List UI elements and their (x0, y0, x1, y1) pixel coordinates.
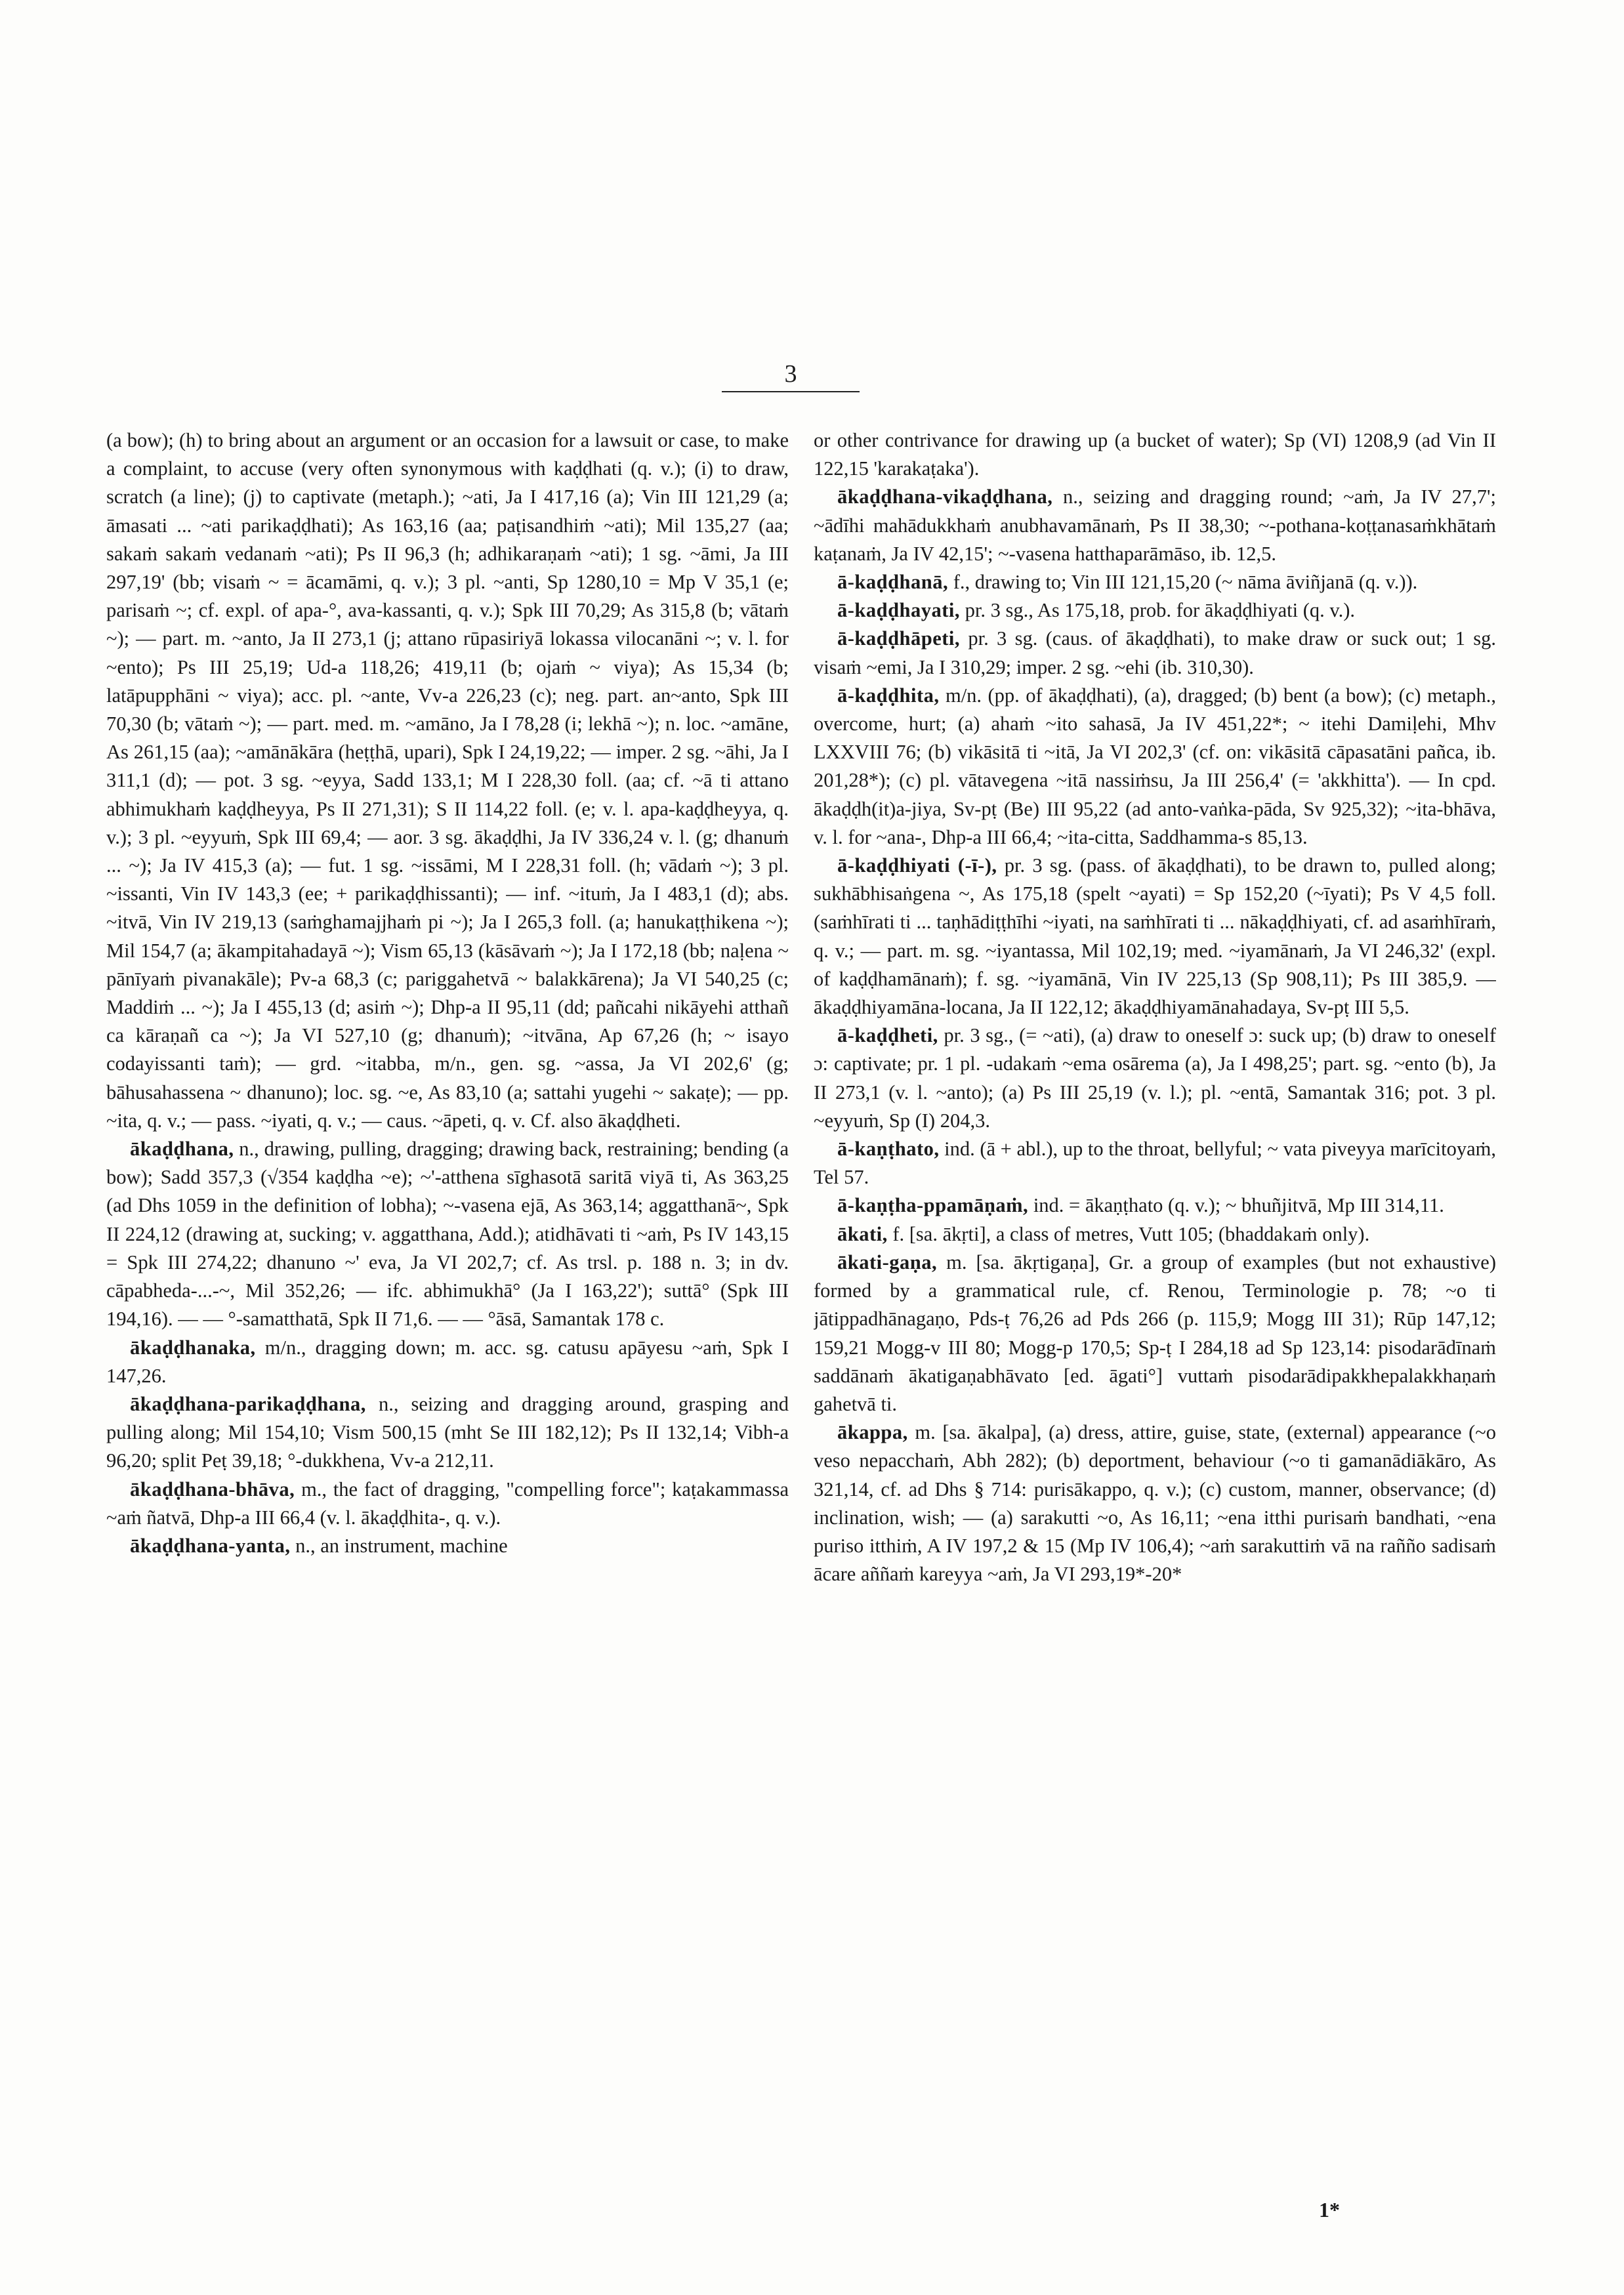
headword: ā-kaḍḍhiyati (-ī-), (837, 854, 997, 877)
entry-body: m/n. (pp. of ākaḍḍhati), (a), dragged; (b) bent (a bow); (c) metaph., overcome, hurt; (a) ahaṁ ~ito sahasā, Ja IV 451,22*; ~ itehi Damiḷehi, Mhv LXXVIII 76; (b) vikāsitā ti ~itā, Ja VI 202,3' (cf. on: vikāsitā cāpasatāni pañca, ib. 201,28*); (c) pl. vātavegena ~itā nassiṁsu, Ja III 256,4' (= 'akkhitta'). — In cpd. ākaḍḍh(it)a-jiya, Sv-pṭ (Be) III 95,22 (ad anto-vaṅka-pāda, Sv 925,32); ~ita-bhāva, v. l. for ~ana-, Dhp-a III 66,4; ~ita-citta, Saddhamma-s 85,13. (814, 684, 1496, 848)
left-column (106, 426, 789, 2198)
entry-body: ind. = ākaṇṭhato (q. v.); ~ bhuñjitvā, Mp III 314,11. (1033, 1194, 1444, 1217)
dictionary-entry (814, 1135, 1496, 1191)
dictionary-entry (106, 1135, 789, 1333)
headword: ā-kaḍḍheti, (837, 1024, 938, 1047)
entry-body: pr. 3 sg., As 175,18, prob. for ākaḍḍhiyati (q. v.). (965, 599, 1356, 622)
page-number: 3 (784, 360, 797, 388)
headword: ākaḍḍhana-bhāva, (130, 1478, 295, 1500)
headword: ākaḍḍhana-vikaḍḍhana, (837, 486, 1053, 508)
entry-body: pr. 3 sg. (caus. of ākaḍḍhati), to make draw or suck out; 1 sg. visaṁ ~emi, Ja I 310,29; imper. 2 sg. ~ehi (ib. 310,30). (814, 627, 1496, 678)
dictionary-entry (106, 426, 789, 1135)
right-column (814, 426, 1496, 2198)
entry-body: f. [sa. ākṛti], a class of metres, Vutt 105; (bhaddakaṁ only). (892, 1222, 1370, 1245)
entry-body: pr. 3 sg., (= ~ati), (a) draw to oneself ɔ: suck up; (b) draw to oneself ɔ: captivate; pr. 1 pl. -udakaṁ ~ema osārema (a), Ja I 498,25'; part. sg. ~ento (b), Ja II 273,1 (v. l. ~anto); (a) Ps III 25,19 (v. l.); pl. ~entā, Samantak 316; pot. 3 pl. ~eyyuṁ, Sp (I) 204,3. (814, 1024, 1496, 1132)
headword: ā-kaḍḍhita, (837, 684, 940, 707)
entry-body: m/n., dragging down; m. acc. sg. catusu apāyesu ~aṁ, Spk I 147,26. (106, 1336, 789, 1387)
dictionary-entry (814, 1249, 1496, 1418)
dictionary-entry (814, 483, 1496, 568)
entry-body: m. [sa. ākalpa], (a) dress, attire, guise, state, (external) appearance (~o veso nepacchaṁ, Abh 282); (b) deportment, behaviour (~o ti gamanādiākāro, As 321,14, cf. ad Dhs § 714: purisākappo, q. v.); (c) custom, manner, observance; (d) inclination, wish; — (a) sarakutti ~o, As 16,11; ~ena itthi purisaṁ bandhati, ~ena puriso itthiṁ, A IV 197,2 & 15 (Mp IV 106,4); ~aṁ sarakuttiṁ vā na rañño sadisaṁ ācare aññaṁ kareyya ~aṁ, Ja VI 293,19*-20* (814, 1421, 1496, 1586)
headword: ā-kaṇṭha-ppamāṇaṁ, (837, 1194, 1029, 1217)
entry-body: n., seizing and dragging round; ~aṁ, Ja IV 27,7'; ~ādīhi mahādukkhaṁ anubhavamānaṁ, Ps II 38,30; ~-pothana-koṭṭanasaṁkhātaṁ kaṭanaṁ, Ja IV 42,15'; ~-vasena hatthaparāmāso, ib. 12,5. (814, 486, 1496, 565)
entry-body: n., seizing and dragging around, grasping and pulling along; Mil 154,10; Vism 500,15 (mht Se III 182,12); Ps II 132,14; Vibh-a 96,20; split Peṭ 39,18; °-dukkhena, Vv-a 212,11. (106, 1392, 789, 1472)
dictionary-entry (106, 1334, 789, 1390)
headword: ākaḍḍhana-yanta, (130, 1534, 291, 1557)
entry-body: n., drawing, pulling, dragging; drawing back, restraining; bending (a bow); Sadd 357,3 (√354 kaḍḍha ~e); ~'-atthena sīghasotā saritā viyā ti, As 363,25 (ad Dhs 1059 in the definition of lobha); ~-vasena ejā, As 363,14; aggatthanā~, Spk II 224,12 (drawing at, sucking; v. aggatthana, Add.); atidhāvati ti ~aṁ, Ps IV 143,15 = Spk III 274,22; dhanuno ~' eva, Ja VI 202,7; cf. As trsl. p. 188 n. 3; in dv. cāpabheda-...-~, Mil 352,26; — ifc. abhimukhā° (Ja I 163,22'); suttā° (Spk III 194,16). — — °-samatthatā, Spk II 71,6. — — °āsā, Samantak 178 c. (106, 1138, 789, 1331)
dictionary-entry (814, 568, 1496, 596)
dictionary-entry (106, 1532, 789, 1560)
dictionary-entry (814, 1220, 1496, 1249)
headword: ākati-gaṇa, (837, 1251, 938, 1273)
headword: ākappa, (837, 1421, 908, 1444)
dictionary-entry (814, 682, 1496, 852)
entry-body: f., drawing to; Vin III 121,15,20 (~ nāma āviñjanā (q. v.)). (953, 571, 1418, 594)
entry-body: or other contrivance for drawing up (a bucket of water); Sp (VI) 1208,9 (ad Vin II 122,15 'karakaṭaka'). (814, 429, 1496, 480)
dictionary-entry (814, 852, 1496, 1022)
dictionary-entry (814, 1191, 1496, 1220)
entry-body: ind. (ā + abl.), up to the throat, bellyful; ~ vata piveyya marīcitoyaṁ, Tel 57. (814, 1138, 1496, 1189)
headword: ākati, (837, 1222, 888, 1245)
dictionary-entry (106, 1476, 789, 1532)
headword: ā-kaḍḍhāpeti, (837, 627, 961, 650)
headword: ā-kaḍḍhayati, (837, 599, 961, 622)
dictionary-entry (814, 426, 1496, 483)
dictionary-entry (814, 1022, 1496, 1135)
headword: ā-kaḍḍhanā, (837, 571, 949, 594)
dictionary-entry (106, 1390, 789, 1476)
headword: ākaḍḍhana, (130, 1138, 234, 1161)
headword: ākaḍḍhana-parikaḍḍhana, (130, 1392, 366, 1415)
dictionary-entry (814, 596, 1496, 625)
dictionary-entry (814, 1418, 1496, 1588)
dictionary-entry (814, 625, 1496, 681)
header-rule (722, 391, 860, 392)
entry-body: (a bow); (h) to bring about an argument or an occasion for a lawsuit or case, to make a complaint, to accuse (very often synonymous with kaḍḍhati (q. v.); (i) to draw, scratch (a line); (j) to captivate (metaph.); ~ati, Ja I 417,16 (a); Vin III 121,29 (a; āmasati ... ~ati parikaḍḍhati); As 163,16 (aa; paṭisandhiṁ ~ati); Mil 135,27 (aa; sakaṁ sakaṁ vedanaṁ ~ati); Ps II 96,3 (h; adhikaraṇaṁ ~ati); 1 sg. ~āmi, Ja III 297,19' (bb; visaṁ ~ = ācamāmi, q. v.); 3 pl. ~anti, Sp 1280,10 = Mp V 35,1 (e; parisaṁ ~; cf. expl. of apa-°, ava-kassanti, q. v.); Spk III 70,29; As 315,8 (b; vātaṁ ~); — part. m. ~anto, Ja II 273,1 (j; attano rūpasiriyā lokassa vilocanāni ~; v. l. for ~ento); Ps III 25,19; Ud-a 118,26; 419,11 (b; ojaṁ ~ viya); As 15,34 (b; latāpupphāni ~ viya); acc. pl. ~ante, Vv-a 226,23 (c); neg. part. an~anto, Spk III 70,30 (b; vātaṁ ~); — part. med. m. ~amāno, Ja I 78,28 (i; lekhā ~); n. loc. ~amāne, As 261,15 (aa); ~amānākāra (heṭṭhā, upari), Spk I 24,19,22; — imper. 2 sg. ~āhi, Ja I 311,1 (d); — pot. 3 sg. ~eyya, Sadd 133,1; M I 228,30 foll. (aa; cf. ~ā ti attano abhimukhaṁ kaḍḍheyya, Ps II 271,31); S II 114,22 foll. (e; v. l. apa-kaḍḍheyya, q. v.); 3 pl. ~eyyuṁ, Spk III 69,4; — aor. 3 sg. ākaḍḍhi, Ja IV 336,24 v. l. (g; dhanuṁ ... ~); Ja IV 415,3 (a); — fut. 1 sg. ~issāmi, M I 228,31 foll. (h; vādaṁ ~); 3 pl. ~issanti, Vin IV 143,3 (ee; + parikaḍḍhissanti); — inf. ~ituṁ, Ja I 483,1 (d); abs. ~itvā, Vin IV 219,13 (saṁghamajjhaṁ pi ~); Ja I 265,3 foll. (a; hanukaṭṭhikena ~); Mil 154,7 (a; ākampitahadayā ~); Vism 65,13 (kāsāvaṁ ~); Ja I 172,18 (bb; naḷena ~ pānīyaṁ pivanakāle); Pv-a 68,3 (c; pariggahetvā ~ balakkārena); Ja VI 540,25 (c; Maddiṁ ... ~); Ja I 455,13 (d; asiṁ ~); Dhp-a II 95,11 (dd; pañcahi nikāyehi atthañ ca kāraṇañ ca ~); Ja VI 527,10 (g; dhanuṁ); ~itvāna, Ap 67,26 (h; ~ isayo codayissanti taṁ); — grd. ~itabba, m/n., gen. sg. ~assa, Ja VI 202,6' (g; bāhusahassena ~ dhanuno); loc. sg. ~e, As 83,10 (a; sattahi yugehi ~ sakaṭe); — pp. ~ita, q. v.; — pass. ~iyati, q. v.; — caus. ~āpeti, q. v. Cf. also ākaḍḍheti. (106, 429, 789, 1132)
entry-body: n., an instrument, machine (295, 1534, 508, 1557)
headword: ā-kaṇṭhato, (837, 1138, 940, 1161)
signature-mark: 1* (1319, 2198, 1340, 2222)
entry-body: pr. 3 sg. (pass. of ākaḍḍhati), to be drawn to, pulled along; sukhābhisaṅgena ~, As 175,18 (spelt ~ayati) = Sp 152,20 (~īyati); Ps V 4,5 foll. (saṁhīrati ti ... taṇhādiṭṭhīhi ~iyati, na saṁhīrati ti ... nākaḍḍhiyati, cf. ad asaṁhīraṁ, q. v.; — part. m. sg. ~iyantassa, Mil 102,19; med. ~iyamānaṁ, Ja VI 246,32' (expl. of kaḍḍhamānaṁ); f. sg. ~iyamānā, Vin IV 225,13 (Sp 908,11); Ps III 385,9. — ākaḍḍhiyamāna-locana, Ja II 122,12; ākaḍḍhiyamānahadaya, Sv-pṭ III 5,5. (814, 854, 1496, 1019)
entry-body: m., the fact of dragging, "compelling force"; kaṭakammassa ~aṁ ñatvā, Dhp-a III 66,4 (v. l. ākaḍḍhita-, q. v.). (106, 1478, 789, 1529)
headword: ākaḍḍhanaka, (130, 1336, 256, 1359)
entry-body: m. [sa. ākṛtigaṇa], Gr. a group of examples (but not exhaustive) formed by a grammatical rule, cf. Renou, Terminologie p. 78; ~o ti jātippadhānagaṇo, Pds-ṭ 76,26 ad Pds 266 (p. 115,9; Mogg III 31); Rūp 147,12; 159,21 Mogg-v III 80; Mogg-p 170,5; Sp-ṭ I 284,18 ad Sp 123,14: pisodarādīnaṁ saddānaṁ ākatigaṇabhāvato [ed. āgati°] vuttaṁ pisodarādipakkhepalakkhaṇaṁ gahetvā ti. (814, 1251, 1496, 1415)
